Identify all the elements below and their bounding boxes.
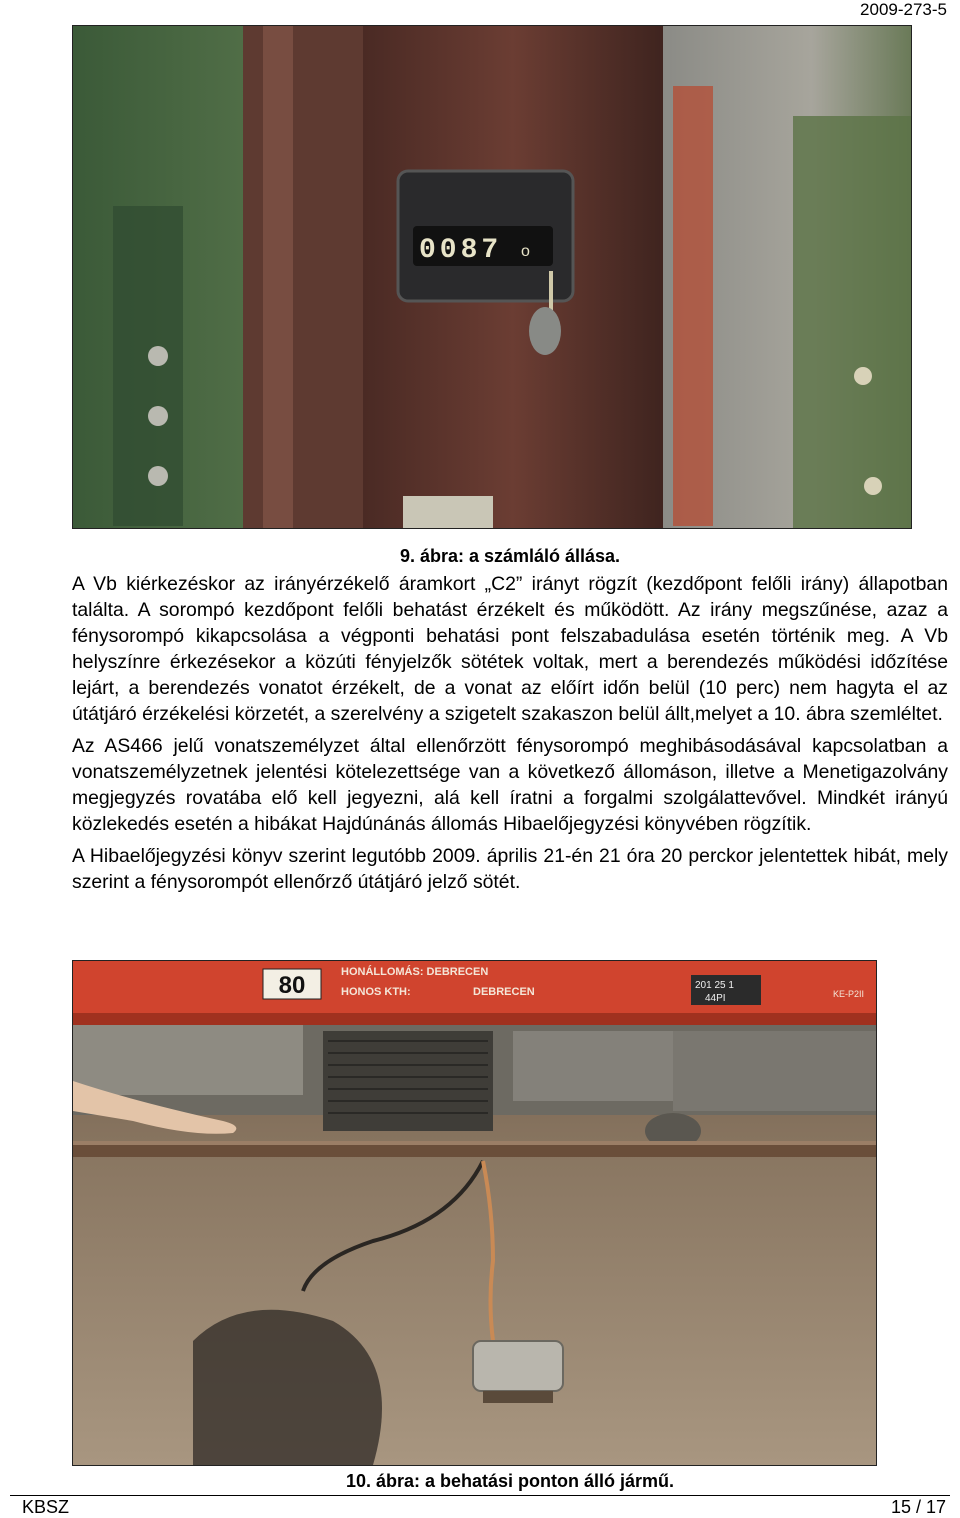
paragraph-3: A Hibaelőjegyzési könyv szerint legutóbb 2009. április 21-én 21 óra 20 perckor jelentettek hibát, mely szerint a fénysorompót ellenőrző útátjáró jelző sötét. <box>72 845 948 893</box>
footer-page-number: 15 / 17 <box>890 1497 946 1517</box>
figure-9-caption: 9. ábra: a számláló állása. <box>399 546 621 566</box>
paragraph-1: A Vb kiérkezéskor az irányérzékelő áramkort „C2” irányt rögzít (kezdőpont felőli irány) állapotban találta. A sorompó kezdőpont felőli behatást érzékelt és működött. Az irány megszűnése, azaz a fénysorompó kikapcsolása a végponti behatási pont felszabadulása esetén történik meg. A Vb helyszínre érkezésekor a közúti fényjelzők sötétek voltak, mert a berendezés működési időzítése lejárt, a berendezés vonatot érzékelt, de a vonat az előírt időn belül (10 perc) nem hagyta el az útátjáró érzékelési körzetét, a szerelvény a szigetelt szakaszon belül állt,melyet a 10. ábra szemléltet. <box>72 573 948 725</box>
counter-suffix: o <box>521 243 530 260</box>
vehicle-photo-illustration <box>73 961 876 1465</box>
footer-divider <box>10 1495 950 1496</box>
home-depot-label: HONOS KTH: <box>341 986 411 998</box>
far-plate-text: KE-P2II <box>833 989 865 999</box>
footer-org: KBSZ <box>22 1497 70 1517</box>
right-plate-line1: 201 25 1 <box>695 980 734 991</box>
vehicle-photo <box>72 960 877 1466</box>
right-plate-line2: 44PI <box>705 993 726 1004</box>
counter-photo-illustration <box>73 26 911 528</box>
counter-photo <box>72 25 912 529</box>
number-plate-text: 80 <box>278 972 306 999</box>
home-depot-value: DEBRECEN <box>473 986 535 998</box>
counter-digits: 0087 <box>419 235 503 266</box>
paragraph-2: Az AS466 jelű vonatszemélyzet által ellenőrzött fénysorompó meghibásodásával kapcsolatban a vonatszemélyzetnek jelentési kötelezettsége van a következő állomáson, illetve a Menetigazolvány megjegyzés rovatába elő kell jegyezni, alá kell íratni a forgalmi szolgálattevővel. Mindkét irányú közlekedés esetén a hibákat Hajdúnánás állomás Hibaelőjegyzési könyvében rögzítik. <box>72 735 948 835</box>
home-station-label: HONÁLLOMÁS: DEBRECEN <box>341 966 489 978</box>
document-id: 2009-273-5 <box>860 0 947 19</box>
figure-10-caption: 10. ábra: a behatási ponton álló jármű. <box>345 1471 675 1491</box>
body-text <box>72 571 948 901</box>
